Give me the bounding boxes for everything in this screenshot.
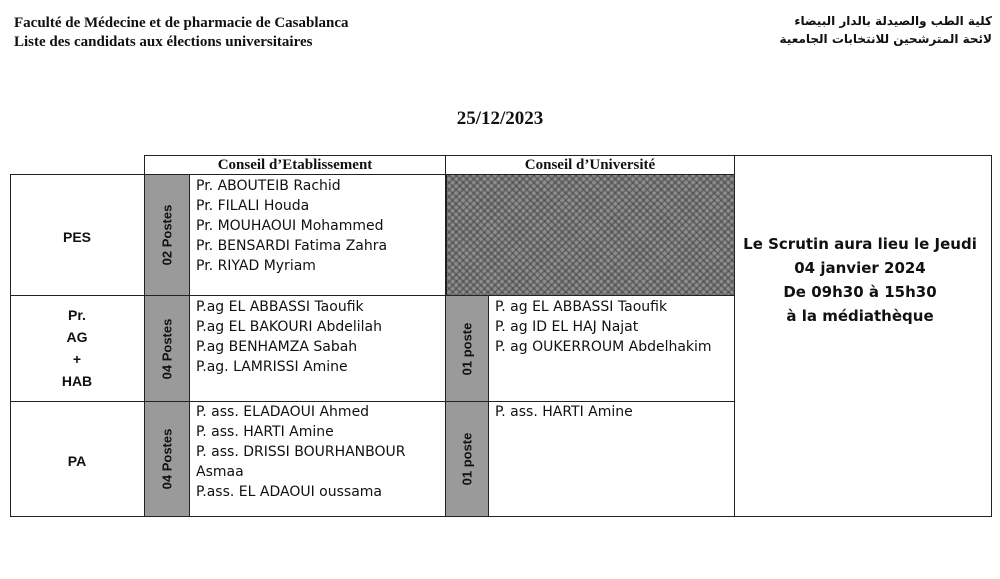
posts-strip-ag-univ <box>445 296 489 401</box>
list-title-ar: لائحة المترشحين للانتخابات الجامعية <box>779 32 992 46</box>
candidate-name: P.ag BENHAMZA Sabah <box>196 339 358 355</box>
header-arabic <box>780 12 992 48</box>
candidate-name: P. ass. HARTI Amine <box>495 404 633 420</box>
election-notice <box>736 232 984 328</box>
list-title-fr: Liste des candidats aux élections universitaires <box>14 34 313 50</box>
notice-line: 04 janvier 2024 <box>794 259 926 277</box>
candidate-name: P. ag ID EL HAJ Najat <box>495 319 639 335</box>
shaded-cell-pes-univ <box>446 175 734 295</box>
category-pes: PES <box>62 229 91 245</box>
notice-line: Le Scrutin aura lieu le Jeudi <box>743 235 977 253</box>
posts-label: 01 poste <box>459 322 475 375</box>
category-ag <box>10 304 144 392</box>
candidate-name: P. ass. HARTI Amine <box>196 424 334 440</box>
category-pa: PA <box>67 453 87 469</box>
posts-label: 04 Postes <box>159 318 175 379</box>
column-title-etablissement: Conseil d’Etablissement <box>217 157 373 173</box>
posts-label: 02 Postes <box>159 204 175 266</box>
candidates-pes-etab <box>196 176 387 276</box>
category-line: AG <box>66 329 88 345</box>
posts-strip-pa-univ <box>445 402 489 516</box>
candidate-name: Pr. BENSARDI Fatima Zahra <box>196 238 388 254</box>
notice-cell <box>734 155 992 517</box>
posts-strip-pes-etab <box>144 175 190 295</box>
candidates-ag-etab <box>196 297 382 377</box>
row-divider <box>10 295 735 296</box>
candidate-name: Pr. RIYAD Myriam <box>196 258 316 274</box>
candidates-ag-univ <box>495 297 712 357</box>
candidate-name: Pr. ABOUTEIB Rachid <box>196 178 341 194</box>
posts-label: 01 poste <box>459 432 475 486</box>
candidate-name: P. ag EL ABBASSI Taoufik <box>495 299 668 315</box>
candidate-name: P.ag. LAMRISSI Amine <box>196 359 348 375</box>
candidate-name: P.ag EL BAKOURI Abdelilah <box>196 319 382 335</box>
posts-strip-pa-etab <box>144 402 190 516</box>
candidate-name: P. ag OUKERROUM Abdelhakim <box>495 339 712 355</box>
posts-label: 04 Postes <box>159 428 175 490</box>
faculty-name-fr: Faculté de Médecine et de pharmacie de Casablanca <box>14 15 349 31</box>
notice-line: à la médiathèque <box>786 307 934 325</box>
candidate-name: Pr. MOUHAOUI Mohammed <box>196 218 384 234</box>
candidate-name: P.ag EL ABBASSI Taoufik <box>196 299 364 315</box>
header-french <box>14 14 349 52</box>
notice-line: De 09h30 à 15h30 <box>783 283 937 301</box>
document-date: 25/12/2023 <box>456 108 544 129</box>
candidates-pa-etab <box>196 402 406 502</box>
faculty-name-ar: كلية الطب والصيدلة بالدار البيضاء <box>794 14 992 28</box>
category-line: + <box>72 351 82 367</box>
candidate-name: P.ass. EL ADAOUI oussama <box>196 484 382 500</box>
column-title-universite: Conseil d’Université <box>524 157 656 173</box>
posts-strip-ag-etab <box>144 296 190 401</box>
category-line: Pr. <box>68 307 86 323</box>
category-line: HAB <box>61 373 93 389</box>
candidate-name: P. ass. ELADAOUI Ahmed <box>196 404 370 420</box>
candidate-name: P. ass. DRISSI BOURHANBOUR <box>196 444 406 460</box>
candidate-name: Asmaa <box>196 464 244 480</box>
candidate-name: Pr. FILALI Houda <box>196 198 310 214</box>
candidates-pa-univ <box>495 402 633 422</box>
